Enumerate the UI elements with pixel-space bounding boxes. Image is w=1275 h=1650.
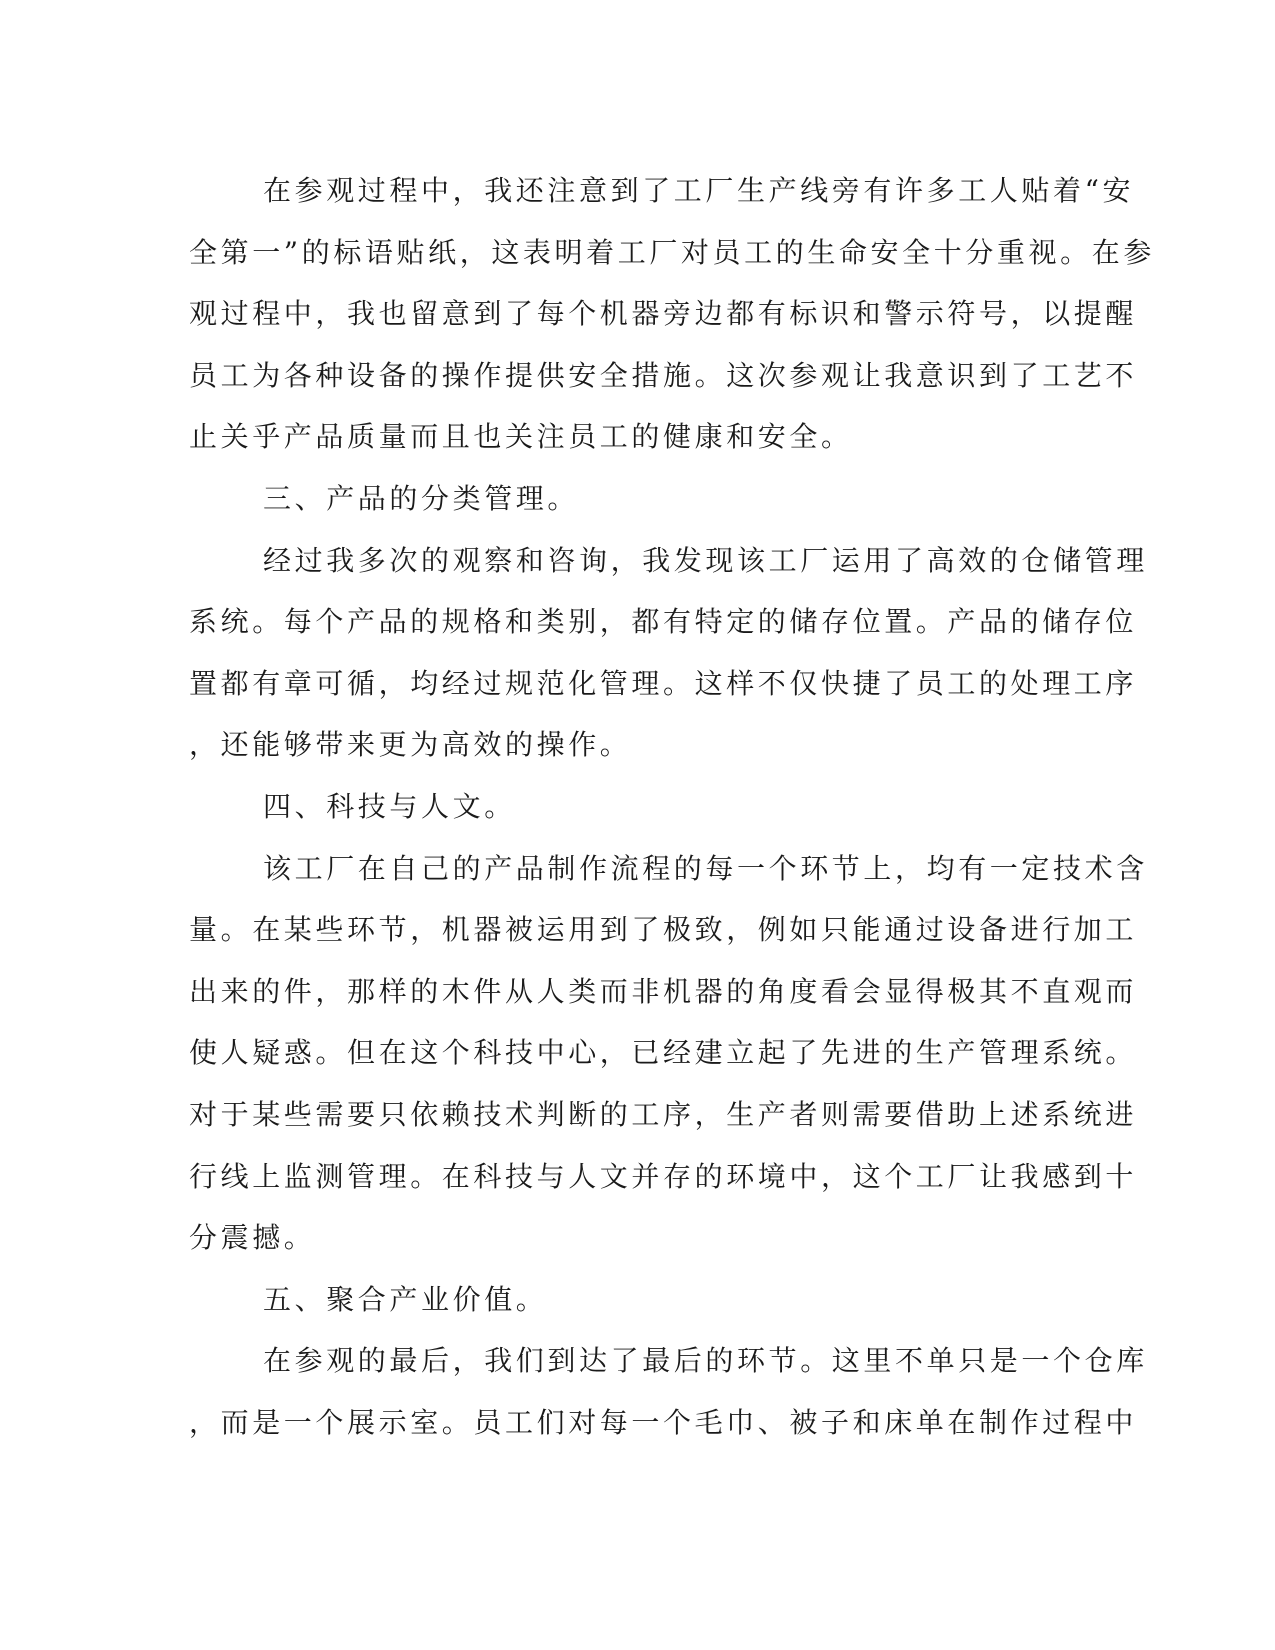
text-line: 止关乎产品质量而且也关注员工的健康和安全。 [189,420,853,454]
text-line: 在参观过程中，我还注意到了工厂生产线旁有许多工人贴着“安 [263,174,1135,207]
text-line: 出来的件，那样的木件从人类而非机器的角度看会显得极其不直观而 [189,974,1138,1008]
text-line: 员工为各种设备的操作提供安全措施。这次参观让我意识到了工艺不 [189,358,1138,392]
text-line: 置都有章可循，均经过规范化管理。这样不仅快捷了员工的处理工序 [189,666,1138,700]
text-line: 观过程中，我也留意到了每个机器旁边都有标识和警示符号，以提醒 [189,297,1138,331]
text-line: 全第一”的标语贴纸，这表明着工厂对员工的生命安全十分重视。在参 [189,235,1155,269]
text-line: 在参观的最后，我们到达了最后的环节。这里不单只是一个仓库 [263,1344,1148,1378]
text-line: 经过我多次的观察和咨询，我发现该工厂运用了高效的仓储管理 [263,543,1148,577]
section-heading: 三、产品的分类管理。 [263,481,580,515]
text-line: ，而是一个展示室。员工们对每一个毛巾、被子和床单在制作过程中 [189,1405,1138,1439]
section-heading: 五、聚合产业价值。 [263,1282,548,1316]
text-line: 分震撼。 [189,1221,316,1255]
text-line: 量。在某些环节，机器被运用到了极致，例如只能通过设备进行加工 [189,913,1138,947]
text-line: ，还能够带来更为高效的操作。 [189,728,632,762]
section-heading: 四、科技与人文。 [263,789,516,823]
text-line: 行线上监测管理。在科技与人文并存的环境中，这个工厂让我感到十 [189,1159,1138,1193]
text-line: 系统。每个产品的规格和类别，都有特定的储存位置。产品的储存位 [189,605,1138,639]
text-line: 该工厂在自己的产品制作流程的每一个环节上，均有一定技术含 [263,851,1148,885]
text-line: 对于某些需要只依赖技术判断的工序，生产者则需要借助上述系统进 [189,1097,1138,1131]
text-line: 使人疑惑。但在这个科技中心，已经建立起了先进的生产管理系统。 [189,1036,1138,1070]
body-text [189,160,1155,1453]
